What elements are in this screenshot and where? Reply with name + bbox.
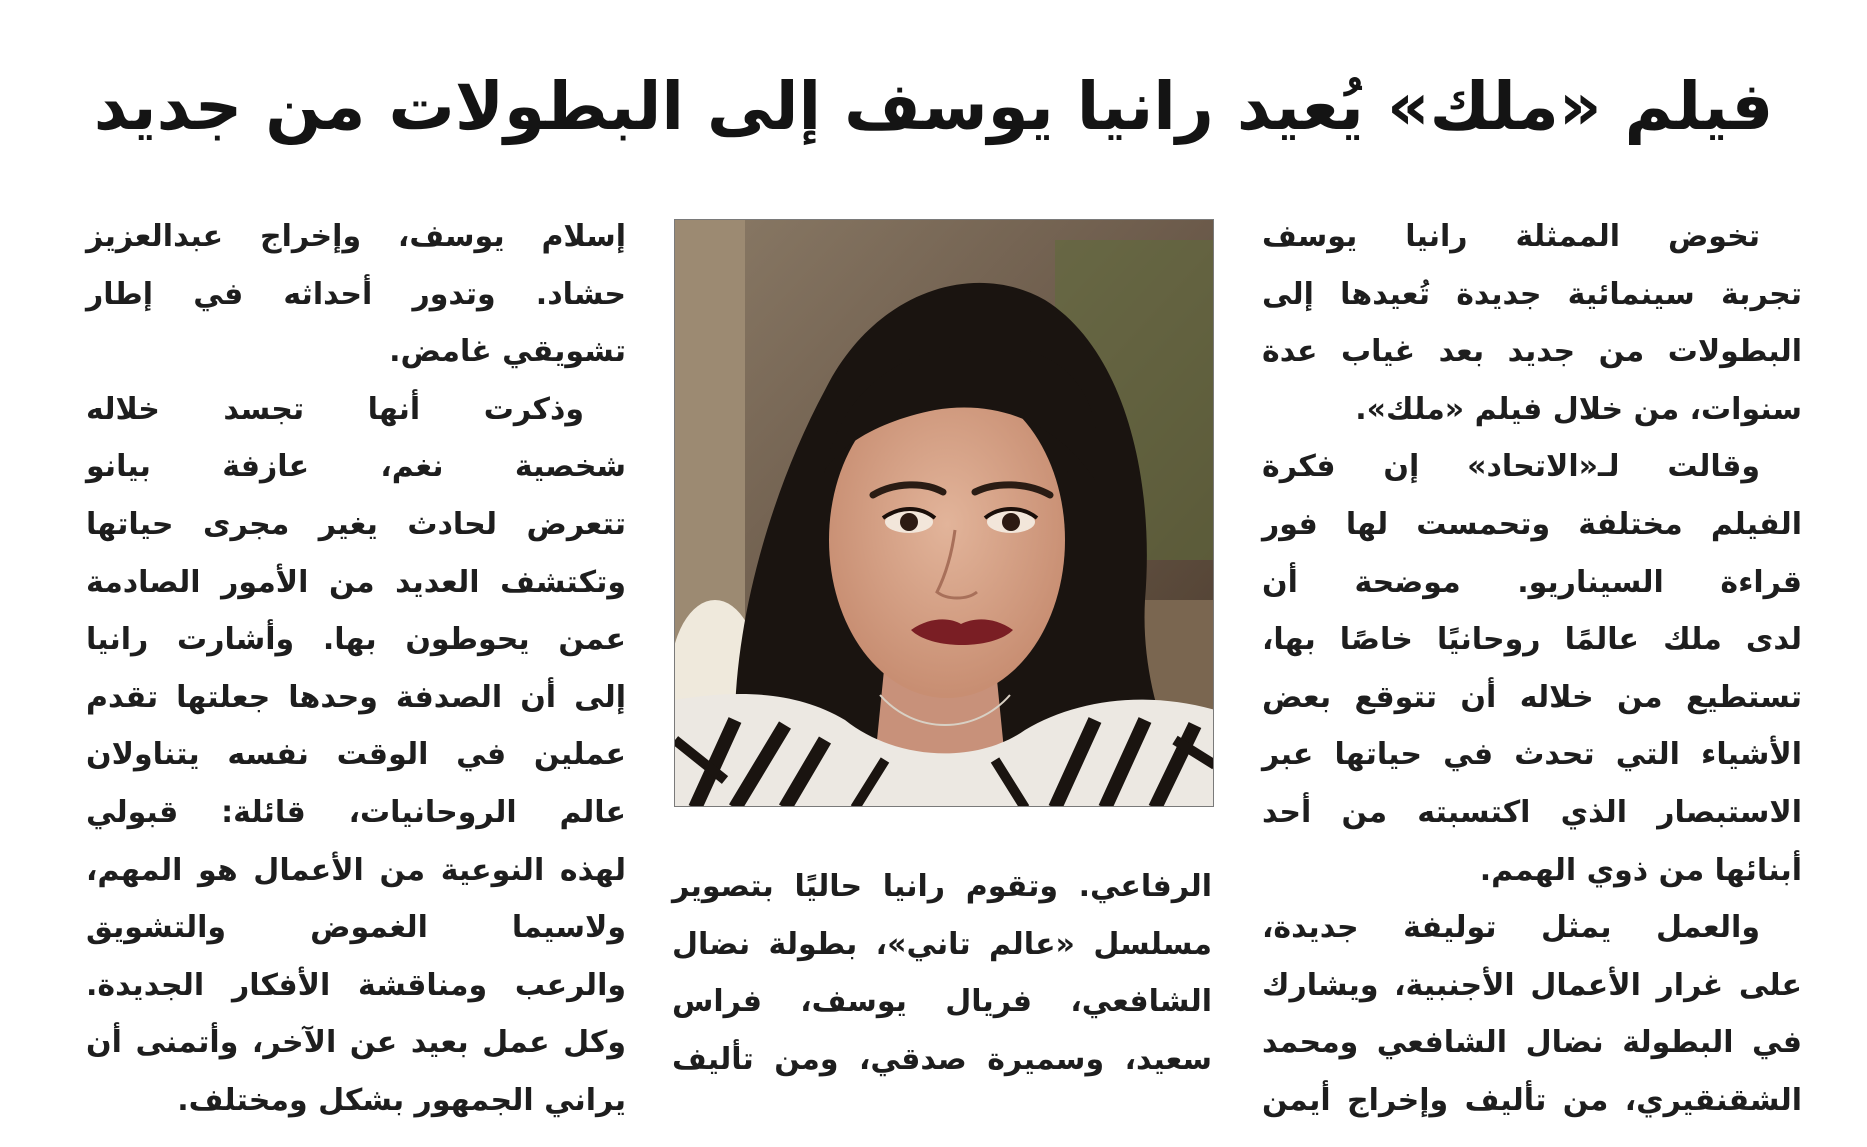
text-line: ولاسيما الغموض والتشويق	[86, 910, 626, 946]
text-line: وذكرت أنها تجسد خلاله	[86, 391, 584, 427]
text-line: وكل عمل بعيد عن الآخر، وأتمنى أن	[86, 1025, 626, 1061]
text-line: قراءة السيناريو. موضحة أن	[1262, 564, 1802, 600]
text-line: تجربة سينمائية جديدة تُعيدها إلى	[1262, 276, 1802, 312]
text-line: سعيد، وسميرة صدقي، ومن تأليف	[672, 1041, 1212, 1077]
portrait-photo-icon	[675, 220, 1214, 807]
text-line: عمن يحوطون بها. وأشارت رانيا	[86, 622, 626, 658]
text-line: حشاد. وتدور أحداثه في إطار	[86, 276, 626, 312]
text-line: الفيلم مختلفة وتحمست لها فور	[1262, 506, 1802, 542]
text-line: أبنائها من ذوي الهمم.	[1479, 852, 1802, 888]
text-line: تخوض الممثلة رانيا يوسف	[1262, 219, 1760, 254]
text-line: والرعب ومناقشة الأفكار الجديدة.	[86, 967, 626, 1003]
text-line: وقالت لـ«الاتحاد» إن فكرة	[1262, 449, 1760, 485]
text-line: على غرار الأعمال الأجنبية، ويشارك	[1262, 967, 1802, 1003]
article-column-middle	[672, 858, 1212, 1088]
text-line: البطولات من جديد بعد غياب عدة	[1262, 334, 1802, 370]
text-line: عملين في الوقت نفسه يتناولان	[86, 737, 626, 773]
text-line: تتعرض لحادث يغير مجرى حياتها	[86, 506, 626, 542]
article-column-left	[86, 208, 626, 1130]
text-line: الشافعي، فريال يوسف، فراس	[672, 984, 1212, 1020]
text-line: سنوات، من خلال فيلم «ملك».	[1355, 391, 1802, 427]
text-line: إلى أن الصدفة وحدها جعلتها تقدم	[86, 679, 626, 715]
text-line: تشويقي غامض.	[389, 334, 626, 370]
text-line: شخصية نغم، عازفة بيانو	[86, 449, 626, 485]
headline: فيلم «ملك» يُعيد رانيا يوسف إلى البطولات من جديد	[93, 68, 1774, 145]
text-line: الرفاعي. وتقوم رانيا حاليًا بتصوير	[672, 869, 1212, 904]
text-line: إسلام يوسف، وإخراج عبدالعزيز	[86, 219, 626, 254]
portrait-photo	[674, 219, 1214, 807]
text-line: مسلسل «عالم تاني»، بطولة نضال	[672, 926, 1212, 962]
text-line: يراني الجمهور بشكل ومختلف.	[177, 1082, 626, 1118]
text-line: الاستبصار الذي اكتسبته من أحد	[1262, 794, 1802, 830]
article-column-right	[1262, 208, 1802, 1130]
text-line: الشقنقيري، من تأليف وإخراج أيمن	[1262, 1082, 1802, 1118]
text-line: لهذه النوعية من الأعمال هو المهم،	[86, 852, 626, 888]
text-line: عالم الروحانيات، قائلة: قبولي	[86, 794, 626, 830]
text-line: وتكتشف العديد من الأمور الصادمة	[86, 564, 626, 600]
text-line: تستطيع من خلاله أن تتوقع بعض	[1262, 679, 1802, 715]
text-line: والعمل يمثل توليفة جديدة،	[1262, 910, 1760, 946]
text-line: لدى ملك عالمًا روحانيًا خاصًا بها،	[1262, 622, 1802, 658]
text-line: الأشياء التي تحدث في حياتها عبر	[1262, 737, 1802, 773]
text-line: في البطولة نضال الشافعي ومحمد	[1262, 1025, 1802, 1061]
